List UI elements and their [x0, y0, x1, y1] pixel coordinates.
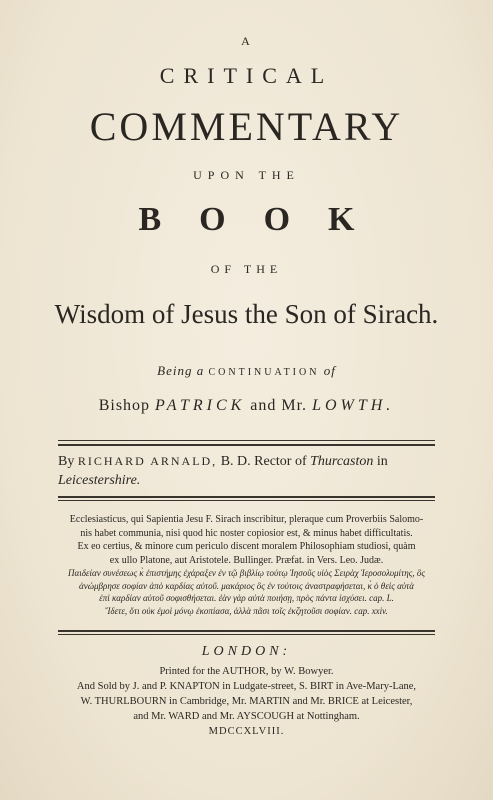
- author-county: Leicestershire.: [58, 473, 141, 488]
- bishop-word: Bishop: [98, 397, 151, 414]
- of-word: of: [323, 363, 336, 378]
- title-wisdom: Wisdom of Jesus the Son of Sirach.: [54, 299, 439, 329]
- imprint-date: MDCCXLVIII.: [208, 726, 285, 737]
- title-article: A: [241, 34, 252, 48]
- author-line: [58, 452, 435, 490]
- title-commentary: COMMENTARY: [89, 104, 404, 149]
- imprint-block: [40, 664, 453, 739]
- being-a: Being a: [157, 363, 205, 378]
- greek-line: Ἴδετε, ὅτι οὐκ ἐμοὶ μόνῳ ἐκοπίασα, ἀλλὰ πᾶσι τοῖς ἐκζητοῦσι σοφίαν. cap. xxiv.: [105, 605, 388, 616]
- author-place: Thurcaston: [310, 454, 374, 469]
- by-word: By: [58, 454, 75, 469]
- greek-line: ἐπὶ καρδίαν αὐτοῦ σοφισθήσεται. ἐὰν γὰρ αὐτὰ ποιήσῃ, πρὸς πάντα ἰσχύσει. cap. L.: [99, 593, 394, 603]
- greek-line: Παιδείαν συνέσεως κ̀ ἐπιστήμης ἐχάραξεν ἐν τῷ βιβλίῳ τούτῳ Ἰησοῦς υἱὸς Σειρὰχ Ἱεροσολυμίτης, ὃς: [68, 568, 425, 578]
- title-book: BOOK: [138, 201, 393, 238]
- greek-line: ἀνώμβρησε σοφίαν ἀπὸ καρδίας αὐτοῦ. μακάριος ὃς ἐν τούτοις ἀναστραφήσεται, κ̀ ὁ θεὶς αὐτὰ: [79, 580, 414, 591]
- imprint-line: And Sold by J. and P. KNAPTON in Ludgate-street, S. BIRT in Ave-Mary-Lane,: [76, 681, 417, 692]
- latin-line: nis habet communia, nisi quod hic noster copiosior est, & minus habet difficultatis.: [80, 527, 413, 539]
- continuation-line: [0, 363, 493, 379]
- latin-line: Ecclesiasticus, qui Sapientia Jesu F. Sirach inscribitur, pleraque cum Proverbiis Salomo-: [69, 514, 424, 525]
- and-mr: and Mr.: [250, 397, 308, 414]
- rule-top-thick: [58, 444, 435, 446]
- imprint-london: LONDON:: [201, 644, 292, 659]
- rule-bottom-thin: [58, 634, 435, 635]
- greek-epigraph: [58, 567, 435, 617]
- title-critical: CRITICAL: [159, 63, 334, 88]
- rule-mid-thin: [58, 500, 435, 501]
- continuation-word: CONTINUATION: [208, 367, 320, 378]
- bishop-line: [0, 397, 493, 415]
- lowth-name: LOWTH.: [312, 397, 395, 414]
- latin-line: Ex eo certius, & minore cum periculo discent moralem Philosophiam studiosi, quàm: [77, 541, 416, 552]
- rule-mid-thick: [58, 496, 435, 498]
- patrick-name: PATRICK: [155, 397, 246, 414]
- rule-bottom-thick: [58, 630, 435, 632]
- imprint-line: W. THURLBOURN in Cambridge, Mr. MARTIN and Mr. BRICE at Leicester,: [80, 696, 413, 707]
- imprint-line: and Mr. WARD and Mr. AYSCOUGH at Nottingham.: [133, 711, 360, 722]
- latin-line: ex ullo Platone, aut Aristotele. Bullinger. Præfat. in Vers. Leo. Judæ.: [109, 554, 384, 566]
- latin-epigraph: [58, 513, 435, 567]
- author-name: RICHARD ARNALD,: [77, 454, 218, 468]
- imprint-line: Printed for the AUTHOR, by W. Bowyer.: [159, 666, 334, 677]
- rule-top-thin: [58, 440, 435, 441]
- title-upon-the: UPON THE: [193, 168, 300, 182]
- author-degree: B. D. Rector of: [220, 454, 307, 469]
- in-word: in: [376, 454, 388, 469]
- title-of-the: OF THE: [210, 262, 283, 276]
